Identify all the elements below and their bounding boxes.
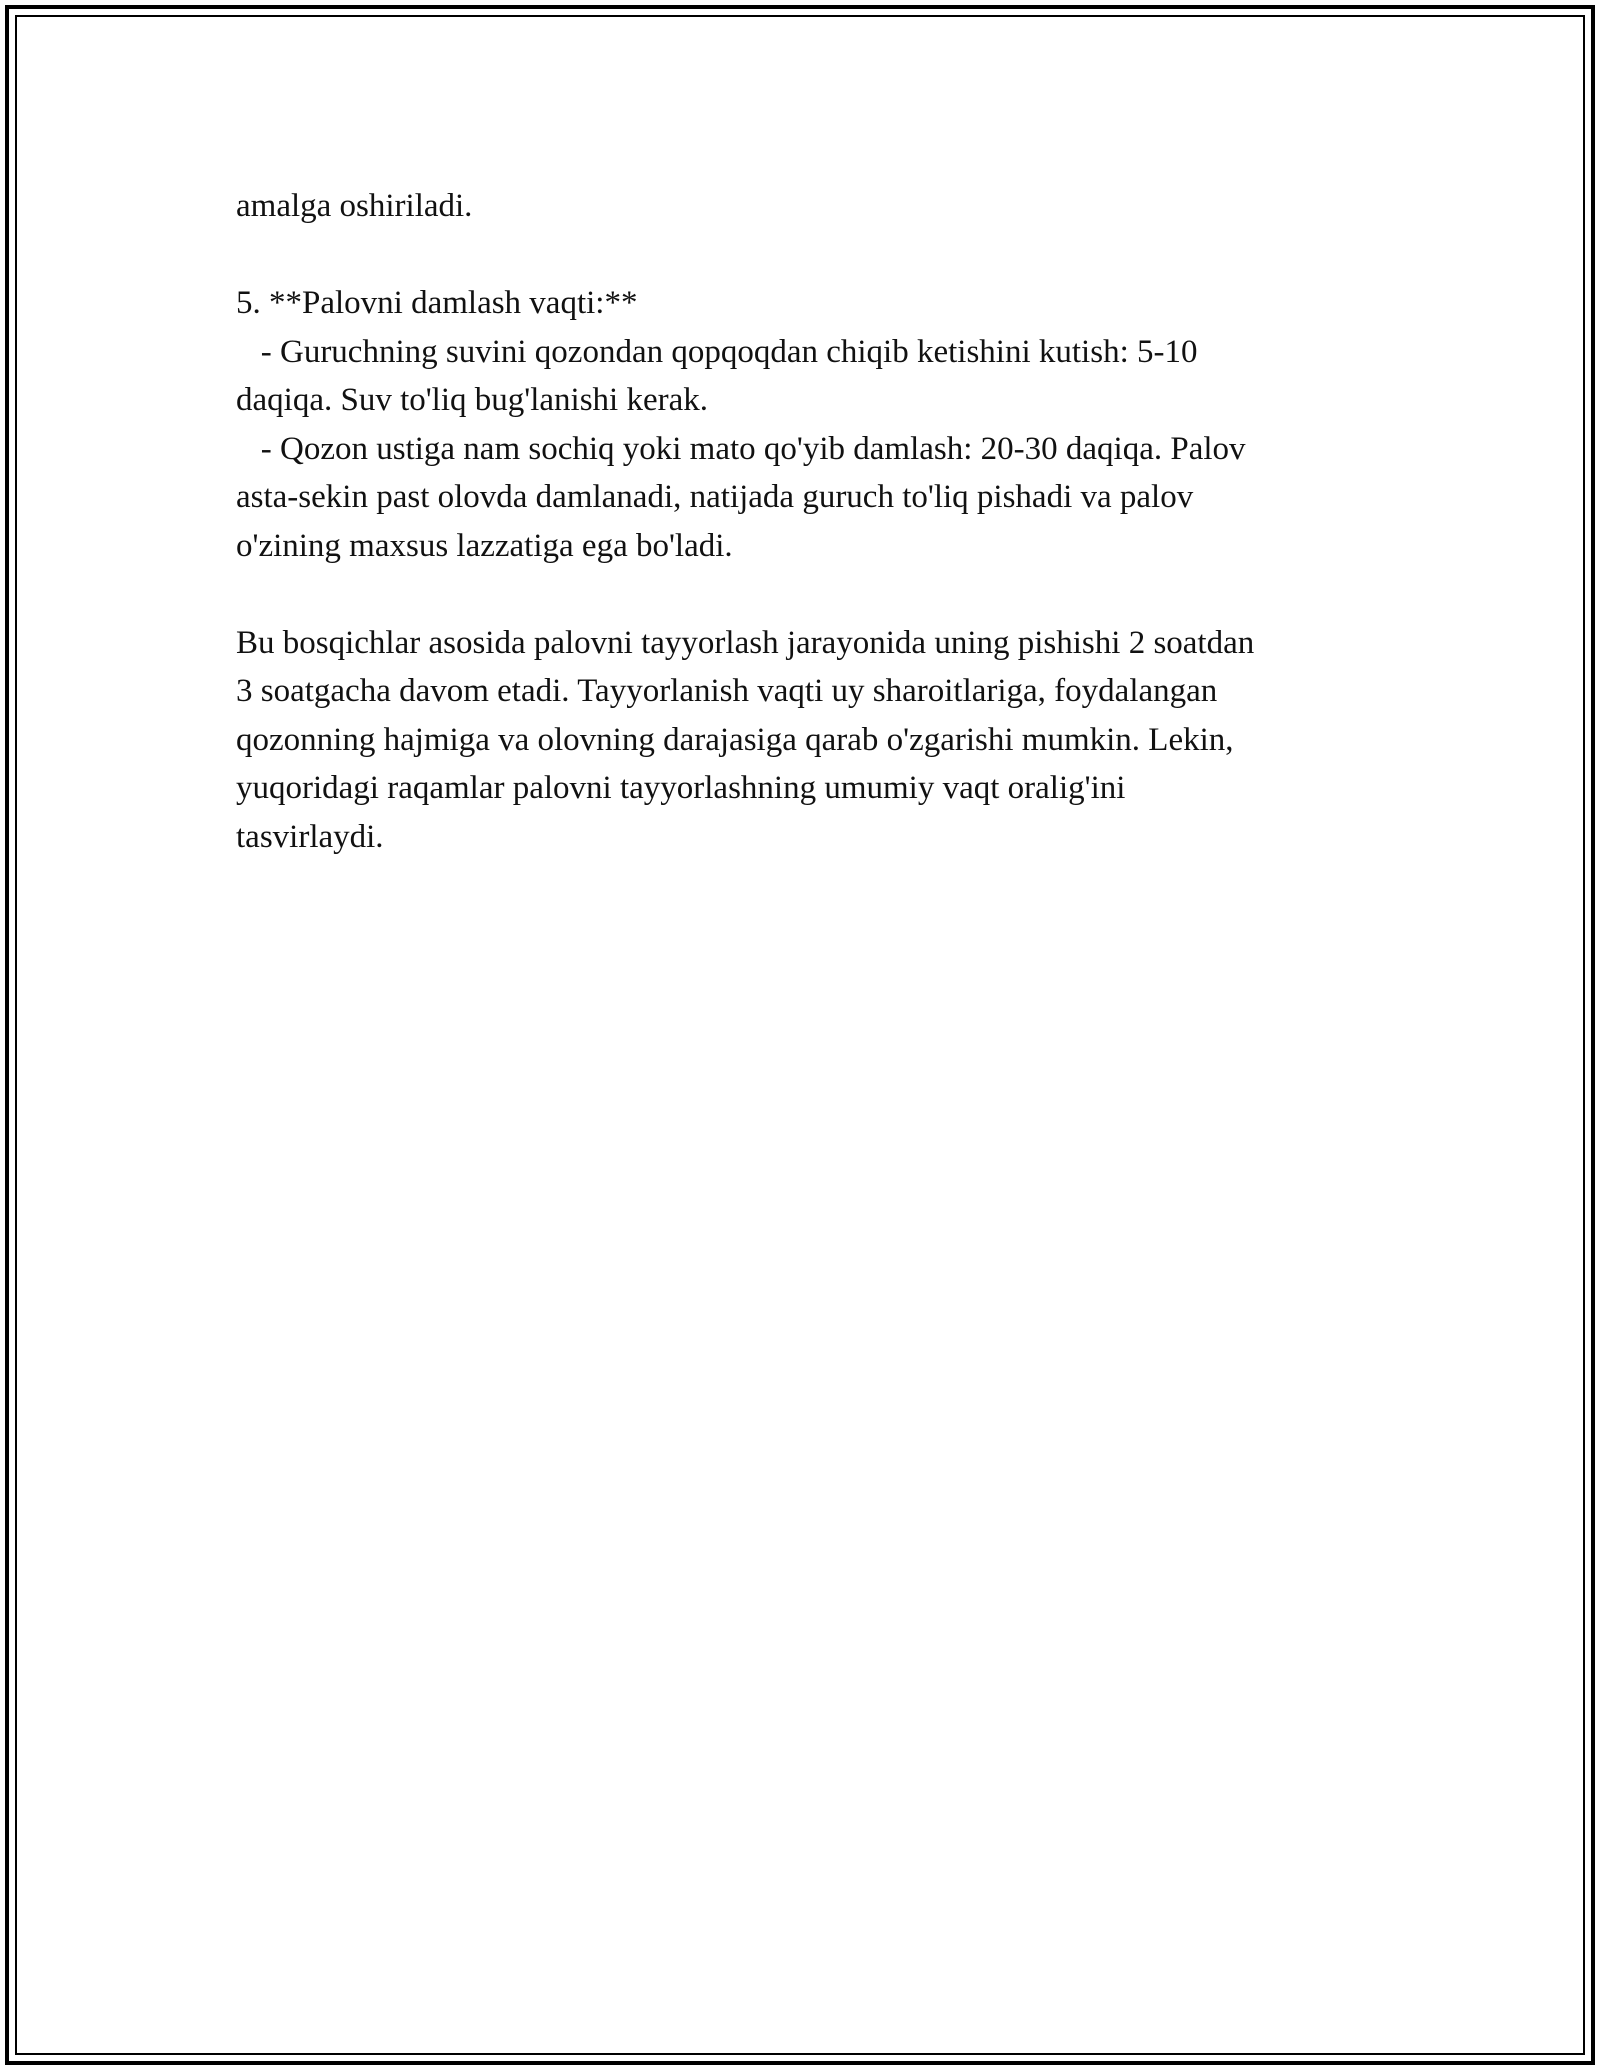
text-line: o'zining maxsus lazzatiga ega bo'ladi. xyxy=(236,527,733,564)
paragraph-gap xyxy=(236,570,1396,619)
text-line: daqiqa. Suv to'liq bug'lanishi kerak. xyxy=(236,382,708,418)
section-heading: 5. **Palovni damlash vaqti:** xyxy=(236,285,638,321)
text-line: amalga oshiriladi. xyxy=(236,188,473,224)
text-line: qozonning hajmiga va olovning darajasiga qarab o'zgarishi mumkin. Lekin, xyxy=(236,721,1234,758)
text-line: 3 soatgacha davom etadi. Tayyorlanish vaqti uy sharoitlariga, foydalangan xyxy=(236,673,1218,709)
text-line: tasvirlaydi. xyxy=(236,818,384,855)
text-line: yuqoridagi raqamlar palovni tayyorlashning umumiy vaqt oralig'ini xyxy=(236,770,1126,806)
paragraph-gap xyxy=(236,231,1396,280)
text-line: - Guruchning suvini qozondan qopqoqdan chiqib ketishini kutish: 5-10 xyxy=(236,333,1198,370)
text-line: - Qozon ustiga nam sochiq yoki mato qo'yib damlash: 20-30 daqiqa. Palov xyxy=(236,430,1246,467)
text-line: Bu bosqichlar asosida palovni tayyorlash jarayonida uning pishishi 2 soatdan xyxy=(236,624,1255,661)
text-line: asta-sekin past olovda damlanadi, natijada guruch to'liq pishadi va palov xyxy=(236,479,1194,515)
document-body xyxy=(236,182,1396,861)
